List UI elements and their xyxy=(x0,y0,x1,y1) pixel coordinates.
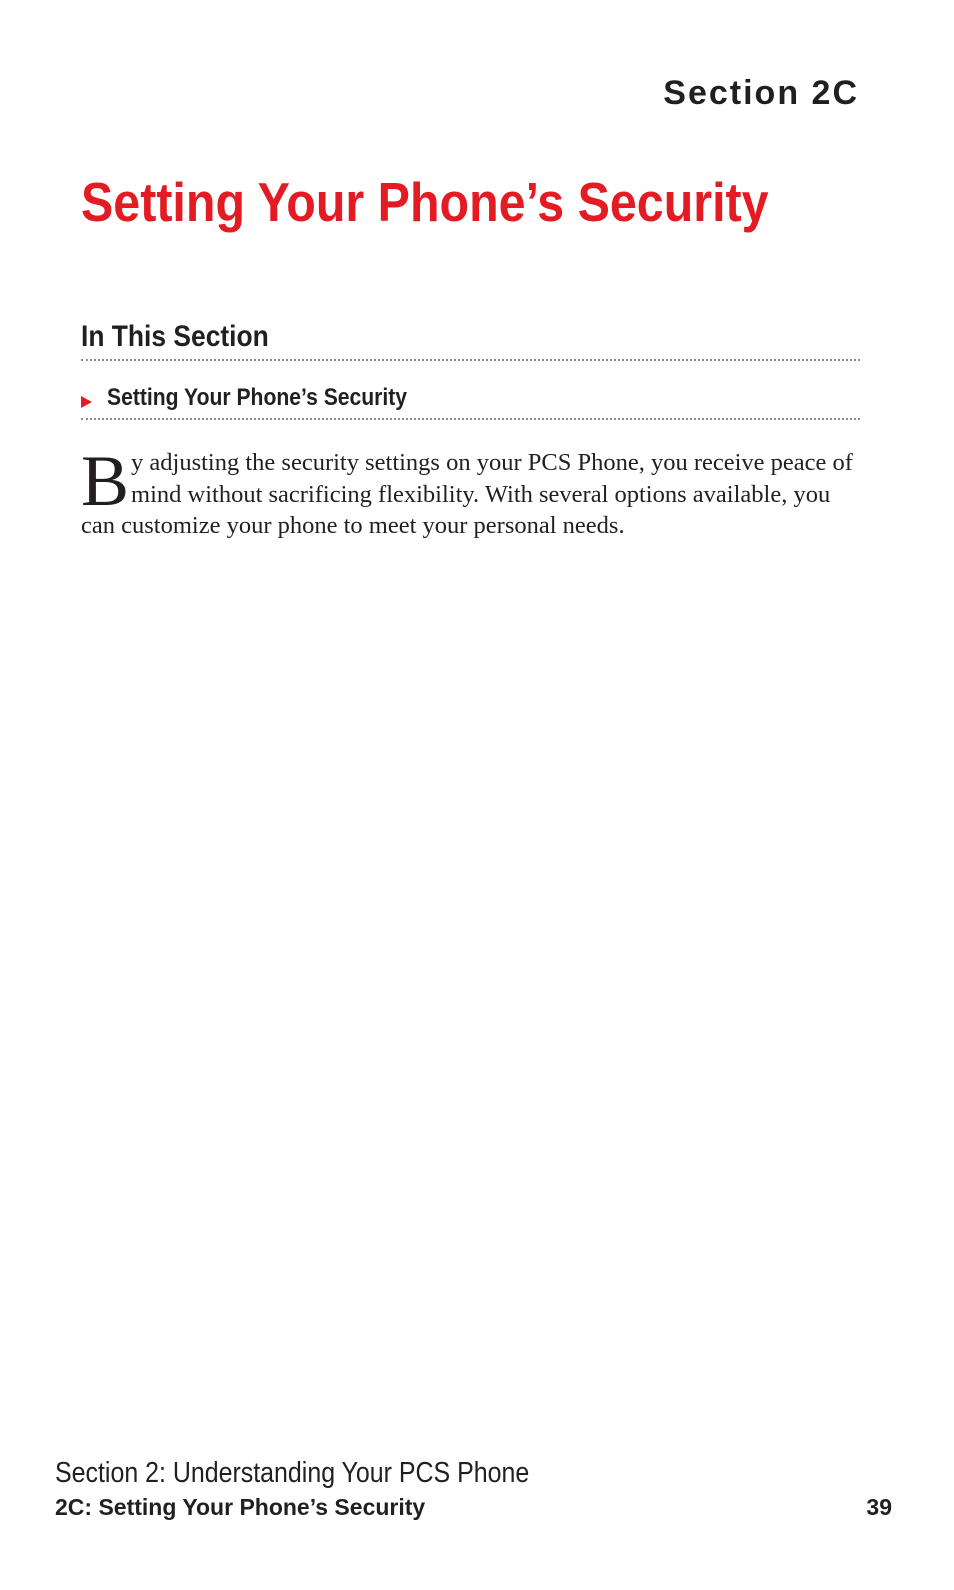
toc-item-security[interactable] xyxy=(81,384,448,412)
intro-text: y adjusting the security settings on your PCS Phone, you receive peace of mind without sacrificing flexibility. With several options available, you can customize your phone to meet your personal needs. xyxy=(81,449,853,539)
footer-section-title: Section 2: Understanding Your PCS Phone xyxy=(55,1457,530,1489)
dotted-divider-top xyxy=(81,359,860,361)
section-label: Section 2C xyxy=(663,74,859,112)
intro-paragraph xyxy=(81,441,853,542)
page-number: 39 xyxy=(866,1494,892,1520)
footer-chapter-title: 2C: Setting Your Phone’s Security xyxy=(55,1494,426,1520)
page-title: Setting Your Phone’s Security xyxy=(81,171,769,233)
in-this-section-heading: In This Section xyxy=(81,320,269,353)
triangle-bullet-icon xyxy=(81,396,92,408)
toc-item-label: Setting Your Phone’s Security xyxy=(107,384,408,411)
dotted-divider-bottom xyxy=(81,418,860,420)
drop-cap: B xyxy=(81,441,130,521)
